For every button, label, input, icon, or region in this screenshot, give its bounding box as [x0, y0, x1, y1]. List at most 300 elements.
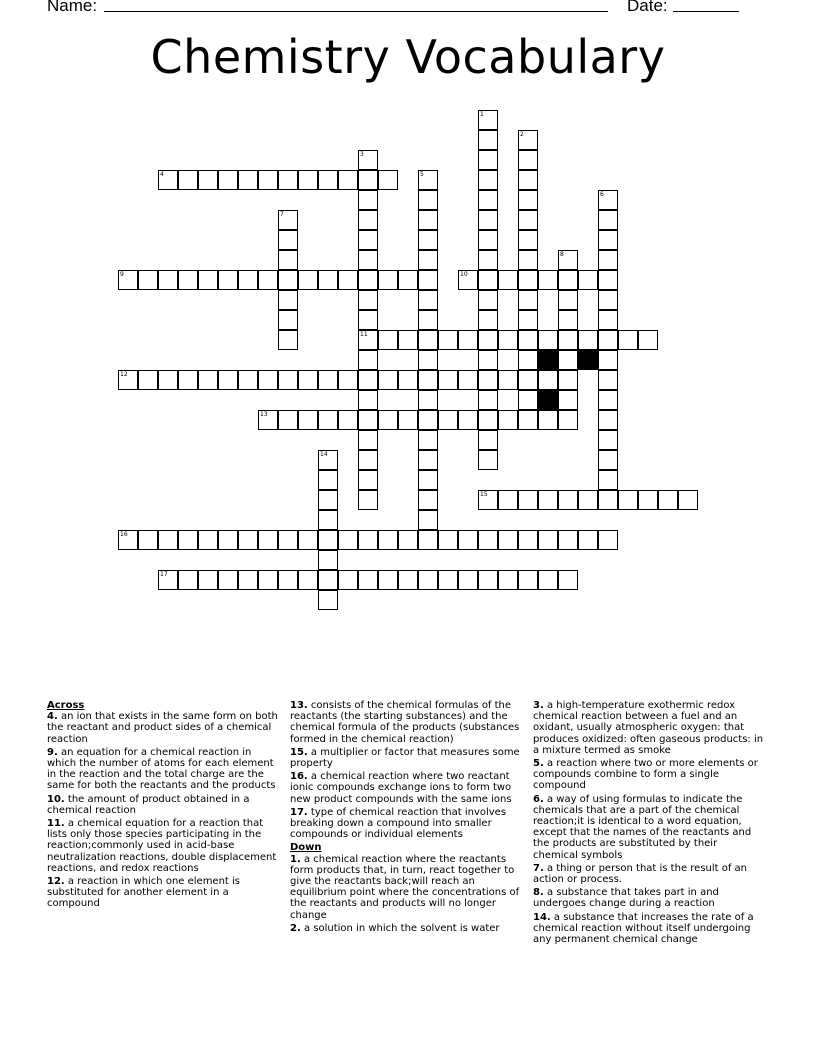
crossword-cell[interactable] [358, 570, 378, 590]
crossword-cell[interactable] [598, 390, 618, 410]
crossword-cell[interactable] [358, 390, 378, 410]
crossword-cell[interactable] [398, 530, 418, 550]
crossword-cell[interactable] [278, 530, 298, 550]
crossword-cell[interactable] [598, 410, 618, 430]
cell-number: 16 [120, 531, 128, 538]
crossword-cell[interactable] [418, 210, 438, 230]
crossword-cell[interactable] [518, 410, 538, 430]
clue-down-8 [533, 887, 765, 909]
crossword-cell[interactable] [438, 370, 458, 390]
crossword-cell[interactable] [578, 490, 598, 510]
clue-text: a substance that takes part in and undergoes change during a reaction [533, 887, 719, 910]
crossword-cell[interactable] [478, 250, 498, 270]
crossword-cell[interactable] [598, 370, 618, 390]
crossword-cell[interactable] [198, 370, 218, 390]
crossword-cell[interactable] [418, 190, 438, 210]
crossword-cell[interactable] [318, 410, 338, 430]
crossword-cell[interactable] [478, 350, 498, 370]
crossword-cell[interactable] [478, 450, 498, 470]
crossword-cell[interactable] [358, 490, 378, 510]
crossword-cell[interactable] [318, 270, 338, 290]
crossword-cell[interactable] [518, 370, 538, 390]
crossword-cell[interactable] [418, 350, 438, 370]
clue-number: 1. [290, 853, 301, 865]
crossword-cell[interactable] [478, 190, 498, 210]
crossword-cell[interactable] [318, 470, 338, 490]
crossword-cell[interactable] [418, 390, 438, 410]
crossword-cell[interactable] [318, 370, 338, 390]
crossword-cell[interactable] [598, 190, 618, 210]
clue-text: a reaction in which one element is substituted for another element in a compound [47, 876, 241, 910]
crossword-cell[interactable] [278, 210, 298, 230]
crossword-cell[interactable] [418, 510, 438, 530]
crossword-cell[interactable] [478, 490, 498, 510]
crossword-cell[interactable] [658, 490, 678, 510]
crossword-cell[interactable] [318, 450, 338, 470]
crossword-cell[interactable] [558, 530, 578, 550]
crossword-cell[interactable] [398, 370, 418, 390]
crossword-cell[interactable] [498, 330, 518, 350]
crossword-cell[interactable] [418, 450, 438, 470]
crossword-cell[interactable] [278, 310, 298, 330]
crossword-cell[interactable] [478, 430, 498, 450]
crossword-cell[interactable] [558, 290, 578, 310]
down-heading: Down [290, 842, 322, 854]
crossword-cell[interactable] [598, 250, 618, 270]
crossword-cell[interactable] [358, 230, 378, 250]
cell-number: 1 [480, 111, 484, 118]
crossword-cell[interactable] [278, 370, 298, 390]
crossword-cell[interactable] [238, 570, 258, 590]
crossword-cell[interactable] [458, 410, 478, 430]
cell-number: 6 [600, 191, 604, 198]
crossword-cell[interactable] [178, 270, 198, 290]
crossword-cell[interactable] [418, 290, 438, 310]
crossword-cell[interactable] [358, 270, 378, 290]
crossword-cell[interactable] [418, 410, 438, 430]
crossword-cell[interactable] [538, 570, 558, 590]
clue-across-9 [47, 747, 283, 792]
page-title: Chemistry Vocabulary [150, 30, 666, 84]
crossword-cell[interactable] [598, 450, 618, 470]
crossword-cell[interactable] [358, 350, 378, 370]
crossword-cell[interactable] [218, 170, 238, 190]
crossword-cell[interactable] [118, 530, 138, 550]
cell-number: 9 [120, 271, 124, 278]
crossword-cell[interactable] [418, 230, 438, 250]
cell-number: 5 [420, 171, 424, 178]
crossword-cell[interactable] [418, 170, 438, 190]
clue-down-6 [533, 794, 765, 861]
crossword-cell[interactable] [518, 490, 538, 510]
crossword-cell[interactable] [418, 270, 438, 290]
clue-across-12 [47, 876, 283, 910]
crossword-cell[interactable] [358, 190, 378, 210]
crossword-cell[interactable] [338, 370, 358, 390]
crossword-cell[interactable] [618, 490, 638, 510]
crossword-cell[interactable] [358, 470, 378, 490]
cell-number: 4 [160, 171, 164, 178]
crossword-cell[interactable] [258, 170, 278, 190]
crossword-cell[interactable] [238, 270, 258, 290]
crossword-cell[interactable] [558, 270, 578, 290]
crossword-cell[interactable] [358, 310, 378, 330]
crossword-cell[interactable] [478, 410, 498, 430]
clues-column-1 [47, 700, 283, 912]
crossword-cell[interactable] [438, 530, 458, 550]
cell-number: 13 [260, 411, 268, 418]
crossword-cell[interactable] [218, 370, 238, 390]
clue-text: a thing or person that is the result of an action or process. [533, 862, 748, 886]
crossword-cell[interactable] [358, 170, 378, 190]
crossword-cell[interactable] [338, 170, 358, 190]
date-label: Date: [627, 0, 668, 15]
crossword-cell[interactable] [418, 490, 438, 510]
crossword-cell[interactable] [258, 530, 278, 550]
clue-text: an equation for a chemical reaction in which the number of atoms for each element in the reaction and the total charge are the same for both the reactants and the products [47, 746, 276, 792]
crossword-cell[interactable] [598, 290, 618, 310]
crossword-cell[interactable] [418, 330, 438, 350]
cell-number: 8 [560, 251, 564, 258]
crossword-cell[interactable] [538, 370, 558, 390]
crossword-cell[interactable] [358, 210, 378, 230]
clue-down-14 [533, 912, 765, 946]
crossword-cell[interactable] [298, 530, 318, 550]
crossword-cell[interactable] [178, 370, 198, 390]
crossword-cell[interactable] [378, 530, 398, 550]
clue-number: 14. [533, 911, 551, 923]
crossword-cell[interactable] [358, 530, 378, 550]
crossword-cell[interactable] [598, 230, 618, 250]
crossword-cell[interactable] [318, 590, 338, 610]
crossword-cell[interactable] [678, 490, 698, 510]
crossword-cell[interactable] [518, 330, 538, 350]
crossword-cell[interactable] [598, 530, 618, 550]
crossword-cell[interactable] [378, 570, 398, 590]
crossword-cell[interactable] [238, 170, 258, 190]
clue-text: a high-temperature exothermic redox chemical reaction between a fuel and an oxidant, usually atmospheric oxygen: that produces oxidized: often gaseous products: in a mixture termed as smoke [533, 700, 764, 756]
crossword-block [538, 390, 558, 410]
clue-number: 11. [47, 818, 65, 830]
crossword-cell[interactable] [418, 250, 438, 270]
clue-number: 13. [290, 700, 308, 711]
crossword-cell[interactable] [558, 350, 578, 370]
crossword-cell[interactable] [278, 270, 298, 290]
crossword-cell[interactable] [398, 570, 418, 590]
name-field[interactable] [104, 11, 608, 12]
crossword-cell[interactable] [418, 310, 438, 330]
crossword-cell[interactable] [418, 370, 438, 390]
crossword-cell[interactable] [598, 490, 618, 510]
crossword-cell[interactable] [518, 570, 538, 590]
crossword-cell[interactable] [278, 230, 298, 250]
clue-down-3 [533, 700, 765, 756]
clue-text: the amount of product obtained in a chemical reaction [47, 793, 250, 816]
crossword-cell[interactable] [478, 210, 498, 230]
crossword-cell[interactable] [498, 410, 518, 430]
crossword-cell[interactable] [138, 270, 158, 290]
crossword-cell[interactable] [518, 390, 538, 410]
clue-number: 3. [533, 700, 544, 711]
crossword-cell[interactable] [478, 390, 498, 410]
crossword-cell[interactable] [518, 170, 538, 190]
crossword-cell[interactable] [478, 150, 498, 170]
crossword-cell[interactable] [318, 570, 338, 590]
clue-number: 4. [47, 711, 58, 723]
crossword-cell[interactable] [338, 530, 358, 550]
crossword-cell[interactable] [298, 270, 318, 290]
crossword-cell[interactable] [118, 270, 138, 290]
crossword-cell[interactable] [198, 570, 218, 590]
crossword-cell[interactable] [298, 370, 318, 390]
crossword-cell[interactable] [558, 410, 578, 430]
crossword-cell[interactable] [358, 430, 378, 450]
cell-number: 12 [120, 371, 128, 378]
crossword-cell[interactable] [378, 170, 398, 190]
crossword-cell[interactable] [538, 530, 558, 550]
crossword-cell[interactable] [498, 270, 518, 290]
crossword-cell[interactable] [318, 490, 338, 510]
clue-across-13 [290, 700, 528, 745]
header [0, 0, 816, 20]
clue-number: 12. [47, 876, 65, 888]
crossword-cell[interactable] [518, 270, 538, 290]
crossword-cell[interactable] [558, 330, 578, 350]
crossword-cell[interactable] [418, 570, 438, 590]
crossword-cell[interactable] [358, 450, 378, 470]
crossword-cell[interactable] [458, 330, 478, 350]
cell-number: 17 [160, 571, 168, 578]
crossword-cell[interactable] [518, 310, 538, 330]
crossword-cell[interactable] [458, 270, 478, 290]
clue-across-16 [290, 771, 528, 805]
clue-down-1 [290, 854, 528, 921]
crossword-cell[interactable] [358, 410, 378, 430]
crossword-cell[interactable] [258, 370, 278, 390]
crossword-cell[interactable] [278, 570, 298, 590]
crossword-cell[interactable] [318, 550, 338, 570]
crossword-cell[interactable] [198, 170, 218, 190]
crossword-cell[interactable] [478, 170, 498, 190]
clue-number: 15. [290, 746, 308, 758]
crossword-cell[interactable] [158, 570, 178, 590]
clue-number: 6. [533, 793, 544, 805]
crossword-cell[interactable] [518, 130, 538, 150]
clue-text: a solution in which the solvent is water [303, 922, 500, 934]
crossword-cell[interactable] [378, 330, 398, 350]
crossword-cell[interactable] [558, 570, 578, 590]
crossword-cell[interactable] [298, 170, 318, 190]
crossword-cell[interactable] [418, 530, 438, 550]
clue-number: 5. [533, 758, 544, 770]
crossword-cell[interactable] [198, 530, 218, 550]
crossword-cell[interactable] [538, 490, 558, 510]
crossword-cell[interactable] [158, 370, 178, 390]
crossword-cell[interactable] [538, 410, 558, 430]
clue-across-11 [47, 818, 283, 874]
crossword-cell[interactable] [158, 530, 178, 550]
crossword-cell[interactable] [398, 270, 418, 290]
crossword-cell[interactable] [258, 410, 278, 430]
crossword-cell[interactable] [218, 570, 238, 590]
crossword-cell[interactable] [398, 330, 418, 350]
crossword-cell[interactable] [518, 190, 538, 210]
crossword-cell[interactable] [438, 570, 458, 590]
clue-number: 16. [290, 771, 308, 783]
crossword-cell[interactable] [178, 530, 198, 550]
crossword-cell[interactable] [598, 270, 618, 290]
crossword-cell[interactable] [238, 370, 258, 390]
crossword-cell[interactable] [358, 150, 378, 170]
crossword-cell[interactable] [158, 170, 178, 190]
clue-down-5 [533, 758, 765, 792]
clue-number: 8. [533, 887, 544, 899]
crossword-cell[interactable] [138, 530, 158, 550]
crossword-cell[interactable] [558, 370, 578, 390]
crossword-cell[interactable] [518, 230, 538, 250]
crossword-cell[interactable] [398, 410, 418, 430]
crossword-cell[interactable] [598, 470, 618, 490]
crossword-cell[interactable] [258, 570, 278, 590]
clue-down-2 [290, 923, 528, 934]
crossword-cell[interactable] [518, 250, 538, 270]
crossword-cell[interactable] [218, 270, 238, 290]
crossword-cell[interactable] [518, 350, 538, 370]
crossword-cell[interactable] [278, 170, 298, 190]
clue-text: a way of using formulas to indicate the chemicals that are a part of the chemical reaction;it is identical to a word equation, except that the names of the reactants and the products are substituted by their chemical symbols [533, 793, 752, 861]
crossword-cell[interactable] [338, 570, 358, 590]
crossword-cell[interactable] [298, 570, 318, 590]
crossword-cell[interactable] [258, 270, 278, 290]
date-field[interactable] [673, 11, 739, 12]
crossword-cell[interactable] [598, 330, 618, 350]
clue-down-7 [533, 863, 765, 885]
crossword-cell[interactable] [478, 370, 498, 390]
crossword-cell[interactable] [358, 290, 378, 310]
crossword-cell[interactable] [518, 150, 538, 170]
crossword-cell[interactable] [358, 370, 378, 390]
crossword-cell[interactable] [438, 330, 458, 350]
crossword-cell[interactable] [418, 430, 438, 450]
crossword-cell[interactable] [498, 530, 518, 550]
crossword-cell[interactable] [478, 130, 498, 150]
crossword-cell[interactable] [198, 270, 218, 290]
across-heading: Across [47, 700, 85, 711]
crossword-cell[interactable] [378, 370, 398, 390]
name-label: Name: [47, 0, 98, 15]
crossword-cell[interactable] [278, 410, 298, 430]
crossword-cell[interactable] [518, 290, 538, 310]
crossword-cell[interactable] [478, 230, 498, 250]
clue-number: 9. [47, 746, 58, 758]
crossword-cell[interactable] [458, 530, 478, 550]
clues-column-2 [290, 700, 528, 936]
crossword-cell[interactable] [618, 330, 638, 350]
clue-number: 7. [533, 862, 544, 874]
crossword-cell[interactable] [538, 270, 558, 290]
crossword-cell[interactable] [558, 390, 578, 410]
crossword-cell[interactable] [318, 530, 338, 550]
crossword-cell[interactable] [598, 210, 618, 230]
crossword-cell[interactable] [538, 330, 558, 350]
crossword-cell[interactable] [178, 170, 198, 190]
crossword-cell[interactable] [418, 470, 438, 490]
cell-number: 3 [360, 151, 364, 158]
crossword-cell[interactable] [478, 290, 498, 310]
clue-number: 10. [47, 793, 65, 805]
crossword-cell[interactable] [178, 570, 198, 590]
crossword-cell[interactable] [518, 530, 538, 550]
crossword-cell[interactable] [458, 570, 478, 590]
crossword-cell[interactable] [558, 310, 578, 330]
crossword-cell[interactable] [138, 370, 158, 390]
crossword-cell[interactable] [218, 530, 238, 550]
crossword-cell[interactable] [578, 530, 598, 550]
crossword-cell[interactable] [478, 330, 498, 350]
crossword-cell[interactable] [278, 250, 298, 270]
crossword-cell[interactable] [598, 310, 618, 330]
crossword-cell[interactable] [238, 530, 258, 550]
crossword-cell[interactable] [338, 270, 358, 290]
crossword-cell[interactable] [158, 270, 178, 290]
crossword-cell[interactable] [498, 570, 518, 590]
crossword-cell[interactable] [638, 490, 658, 510]
cell-number: 15 [480, 491, 488, 498]
crossword-cell[interactable] [578, 270, 598, 290]
crossword-cell[interactable] [598, 430, 618, 450]
crossword-cell[interactable] [478, 310, 498, 330]
crossword-cell[interactable] [558, 250, 578, 270]
crossword-cell[interactable] [378, 410, 398, 430]
clue-text: consists of the chemical formulas of the reactants (the starting substances) and the chemical formula of the products (substances formed in the chemical reaction) [290, 700, 520, 745]
crossword-cell[interactable] [498, 370, 518, 390]
crossword-cell[interactable] [558, 490, 578, 510]
crossword-cell[interactable] [478, 270, 498, 290]
clue-text: a chemical reaction where the reactants form products that, in turn, react together to give the reactants back;will reach an equilibrium point where the concentrations of the reactants and products will no longer change [290, 853, 520, 921]
crossword-cell[interactable] [278, 330, 298, 350]
cell-number: 14 [320, 451, 328, 458]
crossword-cell[interactable] [278, 290, 298, 310]
clue-across-4 [47, 711, 283, 745]
crossword-cell[interactable] [358, 250, 378, 270]
crossword-cell[interactable] [478, 530, 498, 550]
crossword-cell[interactable] [118, 370, 138, 390]
crossword-cell[interactable] [378, 270, 398, 290]
crossword-cell[interactable] [638, 330, 658, 350]
crossword-cell[interactable] [498, 490, 518, 510]
crossword-cell[interactable] [438, 410, 458, 430]
clue-text: an ion that exists in the same form on both the reactant and product sides of a chemical reaction [47, 711, 278, 745]
crossword-cell[interactable] [478, 110, 498, 130]
clues-column-3 [533, 700, 765, 947]
clue-text: a chemical reaction where two reactant ionic compounds exchange ions to form two new product compounds with the same ions [290, 771, 512, 805]
clue-across-10 [47, 794, 283, 816]
crossword-cell[interactable] [318, 510, 338, 530]
crossword-cell[interactable] [338, 410, 358, 430]
crossword-cell[interactable] [518, 210, 538, 230]
clue-text: a chemical equation for a reaction that lists only those species participating in the reaction;commonly used in acid-base neutralization reactions, double displacement reactions, and redox reactions [47, 818, 277, 874]
crossword-cell[interactable] [318, 170, 338, 190]
clue-text: type of chemical reaction that involves breaking down a compound into smaller compounds or individual elements [290, 806, 507, 841]
crossword-cell[interactable] [478, 570, 498, 590]
cell-number: 7 [280, 211, 284, 218]
crossword-cell[interactable] [358, 330, 378, 350]
crossword-cell[interactable] [598, 350, 618, 370]
crossword-cell[interactable] [298, 410, 318, 430]
crossword-cell[interactable] [578, 330, 598, 350]
crossword-block [538, 350, 558, 370]
crossword-cell[interactable] [458, 370, 478, 390]
